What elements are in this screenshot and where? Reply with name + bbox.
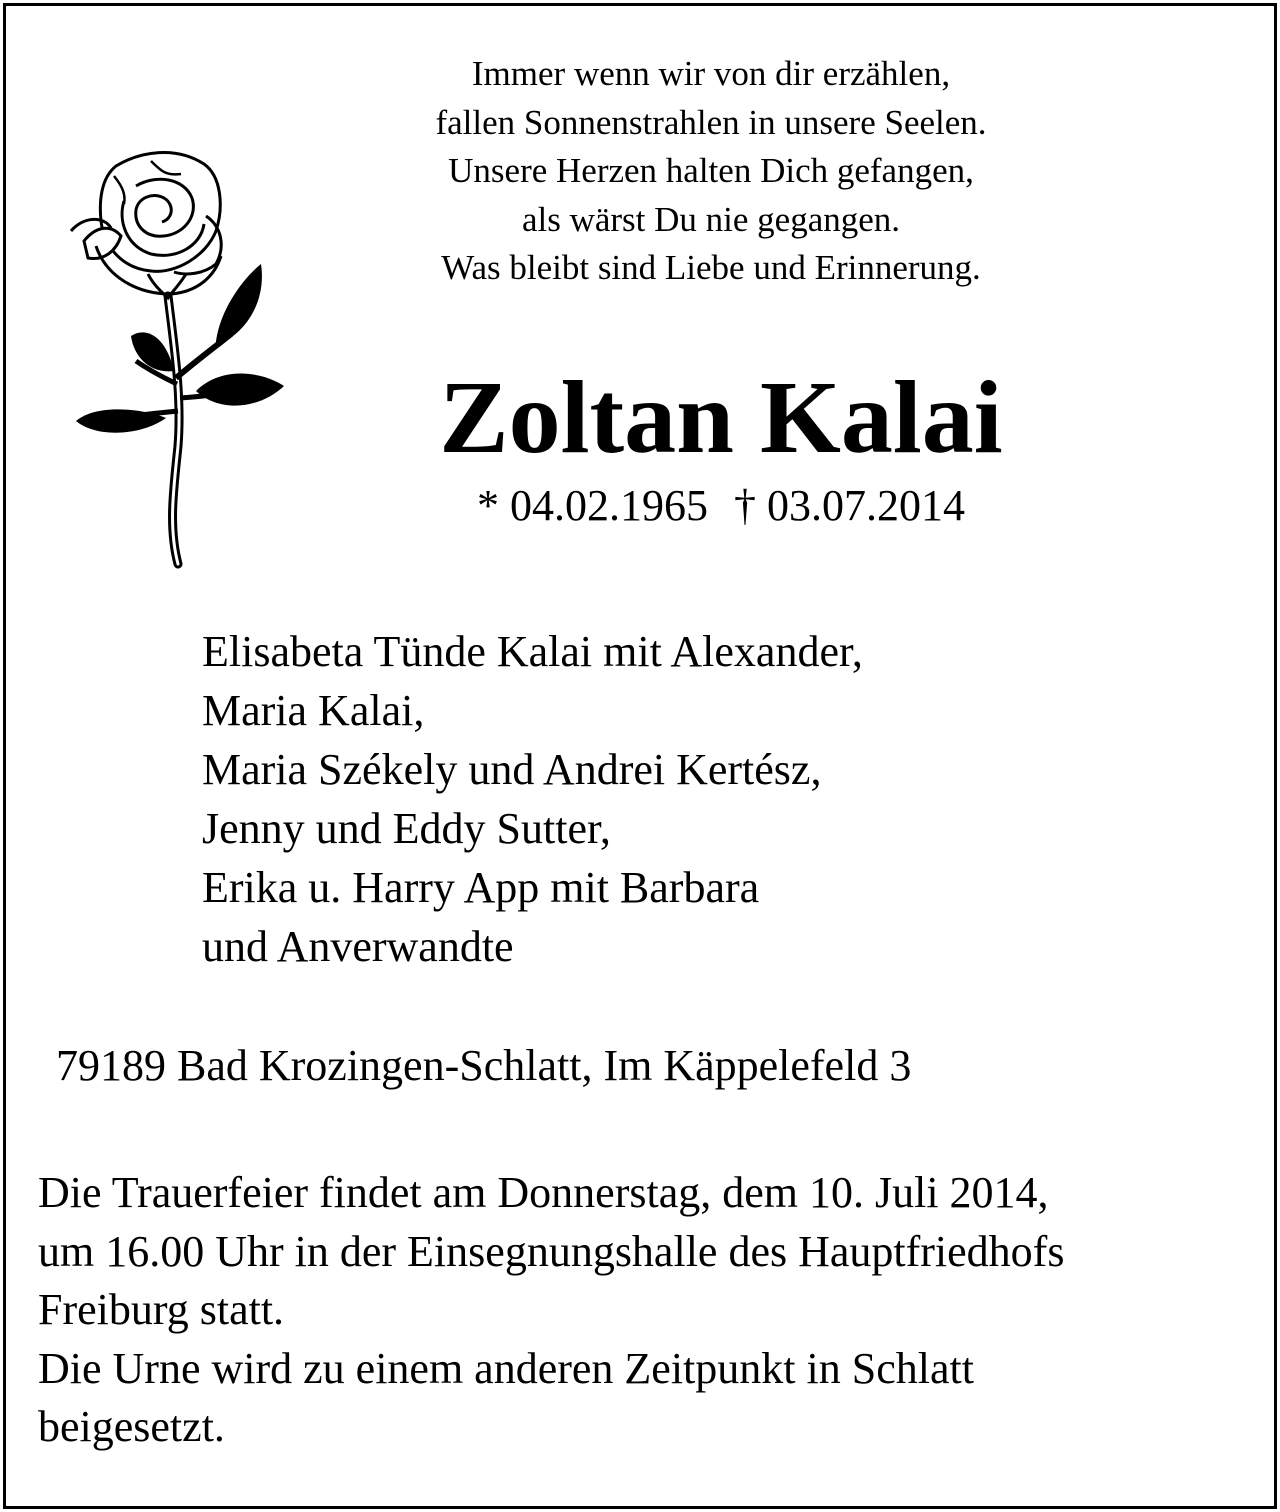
mourner-line: Erika u. Harry App mit Barbara xyxy=(202,863,760,912)
funeral-line: beigesetzt. xyxy=(38,1402,225,1451)
mourner-line: Maria Kalai, xyxy=(202,686,425,735)
poem-line: Unsere Herzen halten Dich gefangen, xyxy=(448,151,974,190)
mourner-line: Jenny und Eddy Sutter, xyxy=(202,804,611,853)
funeral-line: Die Urne wird zu einem anderen Zeitpunkt in Schlatt xyxy=(38,1343,974,1393)
mourner-line: und Anverwandte xyxy=(202,922,514,971)
death-date: † 03.07.2014 xyxy=(734,481,965,530)
funeral-details xyxy=(38,1164,1064,1457)
mourners-list xyxy=(202,622,863,976)
poem-line: Was bleibt sind Liebe und Erinnerung. xyxy=(441,248,981,287)
rose-icon xyxy=(56,146,296,571)
poem-line: fallen Sonnenstrahlen in unsere Seelen. xyxy=(435,102,987,142)
family-address: 79189 Bad Krozingen-Schlatt, Im Käppelefeld 3 xyxy=(56,1041,912,1090)
mourner-line: Elisabeta Tünde Kalai mit Alexander, xyxy=(202,627,863,676)
funeral-line: Freiburg statt. xyxy=(38,1285,285,1334)
obituary-notice xyxy=(3,3,1277,1509)
life-dates xyxy=(336,476,1106,536)
funeral-line: Die Trauerfeier findet am Donnerstag, dem 10. Juli 2014, xyxy=(38,1168,1049,1217)
birth-date: * 04.02.1965 xyxy=(477,481,708,530)
deceased-name: Zoltan Kalai xyxy=(439,360,1003,475)
funeral-line: um 16.00 Uhr in der Einsegnungshalle des Hauptfriedhofs xyxy=(38,1226,1065,1276)
poem-line: Immer wenn wir von dir erzählen, xyxy=(471,54,951,93)
memorial-poem xyxy=(336,50,1086,293)
mourner-line: Maria Székely und Andrei Kertész, xyxy=(202,745,822,794)
poem-line: als wärst Du nie gegangen. xyxy=(521,199,901,239)
